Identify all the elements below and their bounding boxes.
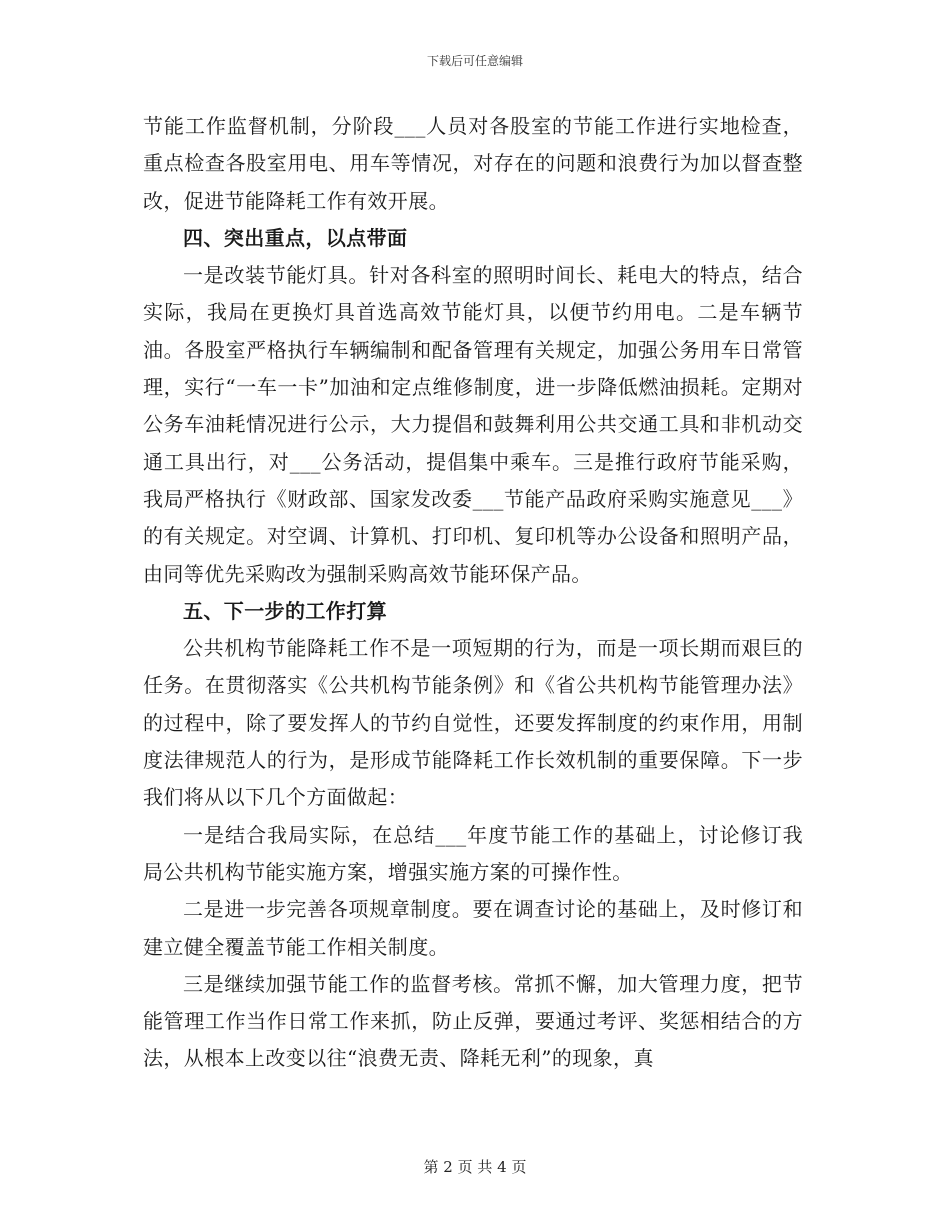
page-footer: 第 2 页 共 4 页 <box>423 1158 527 1176</box>
section-heading: 五、下一步的工作打算 <box>183 598 387 623</box>
body-paragraph: 节能工作监督机制，分阶段___人员对各股室的节能工作进行实地检查，重点检查各股室用电、用车等情况，对存在的问题和浪费行为加以督查整改，促进节能降耗工作有效开展。 <box>143 114 803 213</box>
body-paragraph: 公共机构节能降耗工作不是一项短期的行为，而是一项长期而艰巨的任务。在贯彻落实《公共机构节能条例》和《省公共机构节能管理办法》的过程中，除了要发挥人的节约自觉性，还要发挥制度的约束作用，用制度法律规范人的行为，是形成节能降耗工作长效机制的重要保障。下一步我们将从以下几个方面做起： <box>143 636 803 810</box>
body-paragraph: 一是结合我局实际，在总结___年度节能工作的基础上，讨论修订我局公共机构节能实施方案，增强实施方案的可操作性。 <box>143 822 803 884</box>
page-header: 下载后可任意编辑 <box>426 54 523 68</box>
body-paragraph: 三是继续加强节能工作的监督考核。常抓不懈，加大管理力度，把节能管理工作当作日常工作来抓，防止反弹，要通过考评、奖惩相结合的方法，从根本上改变以往“浪费无责、降耗无利”的现象，真 <box>143 971 803 1071</box>
section-heading: 四、突出重点，以点带面 <box>183 225 408 250</box>
document-body <box>143 108 803 1078</box>
body-paragraph: 二是进一步完善各项规章制度。要在调查讨论的基础上，及时修订和建立健全覆盖节能工作相关制度。 <box>143 897 803 959</box>
body-paragraph: 一是改装节能灯具。针对各科室的照明时间长、耗电大的特点，结合实际，我局在更换灯具首选高效节能灯具，以便节约用电。二是车辆节油。各股室严格执行车辆编制和配备管理有关规定，加强公务用车日常管理，实行“一车一卡”加油和定点维修制度，进一步降低燃油损耗。定期对公务车油耗情况进行公示，大力提倡和鼓舞利用公共交通工具和非机动交通工具出行，对___公务活动，提倡集中乘车。三是推行政府节能采购，我局严格执行《财政部、国家发改委___节能产品政府采购实施意见___》的有关规定。对空调、计算机、打印机、复印机等办公设备和照明产品，由同等优先采购改为强制采购高效节能环保产品。 <box>143 263 803 586</box>
